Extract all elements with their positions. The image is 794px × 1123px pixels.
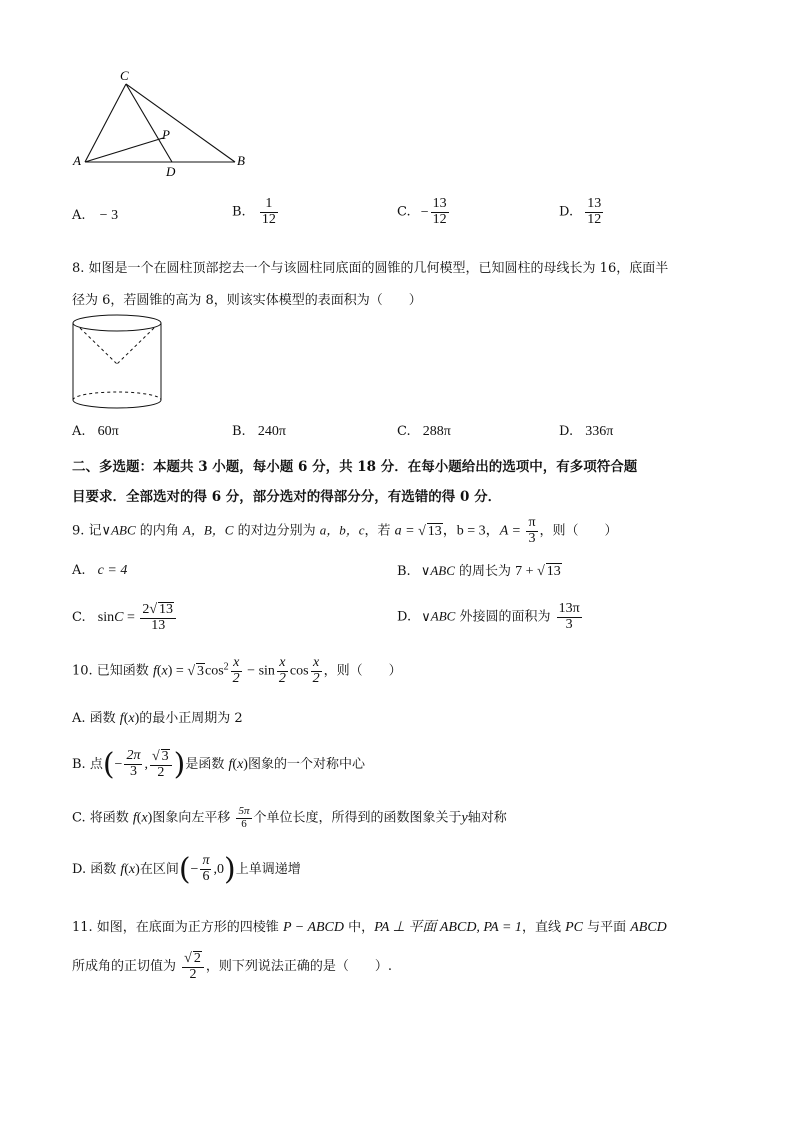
- q11-text: 中，: [344, 920, 375, 935]
- cylinder-figure: [70, 312, 166, 412]
- option-label: C.: [72, 610, 86, 626]
- fraction-denominator: 2: [232, 670, 240, 686]
- q10-prefix: 10. 已知函数: [72, 663, 153, 679]
- coefficient: 2: [142, 602, 150, 617]
- option-prefix: D. 函数: [72, 862, 121, 877]
- option-text: 个单位长度，所得到的函数图象关于: [253, 810, 462, 826]
- y-axis-variable: y: [461, 810, 468, 826]
- label-p: P: [162, 127, 170, 142]
- radicand: 13: [427, 523, 442, 539]
- q10-option-a[interactable]: A. 函数 f(x)的最小正周期为 2: [72, 711, 243, 726]
- equals: =: [123, 610, 139, 626]
- q10-option-d[interactable]: D. 函数 f(x)在区间(− $\frac{\pi}{6}$ ,0)上单调递增: [72, 852, 301, 887]
- q9-end: ，则（ ）: [539, 523, 618, 539]
- q9-option-a[interactable]: [72, 563, 127, 579]
- fraction-denominator: 13: [151, 617, 166, 633]
- fraction-numerator: 2π: [126, 748, 141, 764]
- fraction-numerator: 13: [587, 196, 602, 211]
- option-prefix: C. 将函数: [72, 810, 133, 826]
- variable: C: [114, 610, 124, 626]
- angles: A，B，C: [182, 522, 234, 538]
- cos-function: cos: [205, 663, 224, 679]
- q8-option-d[interactable]: [559, 424, 613, 440]
- triangle-name: ABC: [430, 608, 456, 624]
- q11-text: 所成角的正切值为: [72, 959, 181, 975]
- fraction-numerator: x: [231, 656, 242, 672]
- option-label: B.: [232, 204, 246, 220]
- option-label: B.: [397, 564, 411, 579]
- label-a: A: [73, 153, 81, 168]
- function-name: f: [120, 862, 125, 877]
- line-pc: PC: [565, 920, 583, 935]
- option-prefix: B. 点: [72, 757, 103, 772]
- fraction-numerator: 1: [260, 197, 278, 213]
- option-label: A.: [72, 424, 86, 439]
- radicand: 3: [197, 663, 204, 679]
- q10-stem: 10. 已知函数 f(x) = √ $3\cos^2$ $\frac{x}{2}$ − sin $\frac{x}{2}$ cos $\frac{x}{2}$ ，则（ ）: [72, 655, 402, 686]
- q10-end: ，则（ ）: [323, 663, 402, 679]
- q9-prefix: 9. 记: [72, 523, 102, 539]
- q9-stem: 9. 记∨ABC 的内角 A，B，C 的对边分别为 a，b，c，若 a = √ 13，b = 3，A = $\frac{\pi}{3}$ ，则（ ）: [72, 515, 618, 546]
- option-value: c = 4: [97, 563, 128, 578]
- pyramid-name: P − ABCD: [282, 920, 344, 935]
- variable: x: [128, 862, 136, 877]
- label-b: B: [237, 153, 245, 168]
- radicand: 13: [159, 602, 174, 617]
- fraction-denominator: 12: [432, 211, 447, 227]
- q9-text: ，若: [364, 523, 395, 539]
- perpendicular-condition: PA ⊥ 平面 ABCD, PA = 1: [374, 920, 522, 935]
- triangle-symbol: ∨: [101, 523, 112, 539]
- angle-a-equals: A =: [499, 523, 525, 539]
- q9-option-d[interactable]: [397, 602, 584, 632]
- variable: x: [237, 757, 244, 772]
- q11-stem-line1: [72, 916, 667, 936]
- fraction-denominator: 2: [312, 670, 320, 686]
- b-equals: ，b = 3，: [442, 523, 500, 539]
- option-label: C.: [397, 424, 411, 439]
- label-c: C: [120, 68, 129, 83]
- fraction-denominator: 3: [528, 530, 536, 546]
- fraction-numerator: π: [528, 515, 536, 530]
- minus-sign: −: [420, 204, 429, 220]
- fraction-numerator: 13π: [558, 601, 580, 616]
- option-label: A.: [72, 563, 86, 578]
- sin-function: sin: [97, 610, 115, 626]
- q8-option-c[interactable]: [397, 424, 451, 440]
- exponent: 2: [223, 661, 229, 673]
- radicand: 2: [193, 951, 201, 966]
- section-heading-line2: 目要求．全部选对的得 6 分，部分选对的得部分分，有选错的得 0 分．: [72, 489, 502, 505]
- q11-stem-line2: 所成角的正切值为 $\frac{√ 2}{2}$ ，则下列说法正确的是（ ）.: [72, 951, 392, 982]
- option-text: 外接圆的面积为: [455, 609, 555, 625]
- option-text: 轴对称: [467, 810, 507, 826]
- a-equals: a =: [394, 523, 419, 539]
- option-label: B.: [232, 424, 246, 439]
- fraction-denominator: 6: [241, 817, 247, 830]
- function-name: f: [119, 711, 124, 726]
- triangle-symbol: ∨: [420, 564, 431, 579]
- fraction-denominator: 3: [129, 764, 137, 779]
- option-value: 288π: [422, 424, 451, 439]
- triangle-name: ABC: [111, 522, 136, 538]
- q9-option-b[interactable]: B. ∨ABC 的周长为 7 + √ 13: [397, 563, 561, 579]
- variable: x: [161, 663, 168, 679]
- fraction-denominator: 12: [261, 211, 276, 227]
- variable: x: [128, 711, 135, 726]
- q11-text: ，直线: [521, 920, 566, 935]
- triangle-symbol: ∨: [421, 609, 431, 625]
- triangle-figure: [70, 66, 260, 182]
- interval-end: 0: [216, 862, 224, 877]
- q8-option-a[interactable]: [72, 424, 119, 440]
- section-heading-line1: 二、多选题：本题共 3 小题，每小题 6 分，共 18 分．在每小题给出的选项中，有多项符合题: [72, 459, 638, 475]
- fraction-denominator: 2: [157, 764, 165, 780]
- fraction-numerator: 13: [432, 196, 447, 211]
- function-name: f: [152, 663, 157, 679]
- minus-sin: − sin: [243, 663, 275, 679]
- option-text: 的最小正周期为 2: [139, 711, 243, 726]
- q7-option-a[interactable]: [72, 208, 118, 224]
- fraction-denominator: 6: [202, 869, 210, 884]
- q8-option-b[interactable]: [232, 424, 286, 440]
- fraction-denominator: 2: [278, 670, 286, 686]
- q9-text: 的对边分别为: [233, 523, 320, 539]
- q8-stem-line2: 径为 6，若圆锥的高为 8，则该实体模型的表面积为（ ）: [72, 293, 422, 308]
- q11-end: ，则下列说法正确的是（ ）.: [205, 959, 392, 975]
- fraction-numerator: x: [311, 656, 322, 672]
- option-value: 240π: [257, 424, 286, 439]
- option-label: D.: [397, 609, 412, 625]
- function-name: f: [132, 810, 137, 826]
- plane-name: ABCD: [630, 920, 667, 935]
- variable: x: [141, 810, 148, 826]
- option-value: − 3: [99, 208, 119, 223]
- radicand: 13: [546, 564, 561, 579]
- fraction-denominator: 2: [189, 966, 197, 982]
- q7-option-d[interactable]: [559, 197, 605, 227]
- option-label: D.: [559, 204, 574, 220]
- option-value: 336π: [585, 424, 614, 439]
- option-label: D.: [559, 424, 574, 439]
- option-text: 的周长为: [454, 564, 516, 579]
- option-text: 图象的一个对称中心: [247, 757, 365, 772]
- fraction-denominator: 3: [565, 616, 573, 632]
- option-text: 图象向左平移: [152, 810, 235, 826]
- q7-option-b[interactable]: [232, 197, 280, 227]
- option-value: 7 +: [515, 564, 538, 579]
- function-name: f: [228, 757, 233, 772]
- radicand: 3: [161, 748, 169, 764]
- q8-stem-line1: 8. 如图是一个在圆柱顶部挖去一个与该圆柱同底面的圆锥的几何模型，已知圆柱的母线长为 16，底面半: [72, 261, 669, 276]
- option-value: 60π: [97, 424, 119, 439]
- q7-option-c[interactable]: [397, 197, 451, 227]
- option-text: 是函数: [185, 757, 229, 772]
- fraction-denominator: 12: [587, 211, 602, 227]
- fraction-numerator: 5π: [238, 805, 250, 817]
- fraction-numerator: π: [202, 853, 210, 869]
- option-prefix: A. 函数: [72, 711, 120, 726]
- option-label: C.: [397, 204, 411, 220]
- q9-option-c[interactable]: C. sinC = $\frac{2√ 13}{13}$: [72, 602, 178, 633]
- q10-option-b[interactable]: B. 点(− $\frac{2\pi}{3}$ , $\frac{√ 3}{2}$ )是函数 f(x)图象的一个对称中心: [72, 747, 365, 782]
- q10-option-c[interactable]: C. 将函数 f(x)图象向左平移 $\frac{5\pi}{6}$ 个单位长度，所得到的函数图象关于y轴对称: [72, 805, 507, 830]
- option-label: A.: [72, 208, 86, 223]
- option-text: 上单调递增: [235, 862, 301, 877]
- label-d: D: [166, 164, 176, 179]
- q11-text: 与平面: [582, 920, 631, 935]
- q11-prefix: 11. 如图，在底面为正方形的四棱锥: [72, 920, 283, 935]
- q9-text: 的内角: [135, 523, 183, 539]
- option-text: 在区间: [139, 862, 179, 877]
- sides: a，b，c: [319, 522, 365, 538]
- fraction-numerator: x: [277, 656, 288, 672]
- equals: =: [172, 663, 188, 679]
- cos-function: cos: [289, 663, 309, 679]
- triangle-name: ABC: [430, 563, 455, 578]
